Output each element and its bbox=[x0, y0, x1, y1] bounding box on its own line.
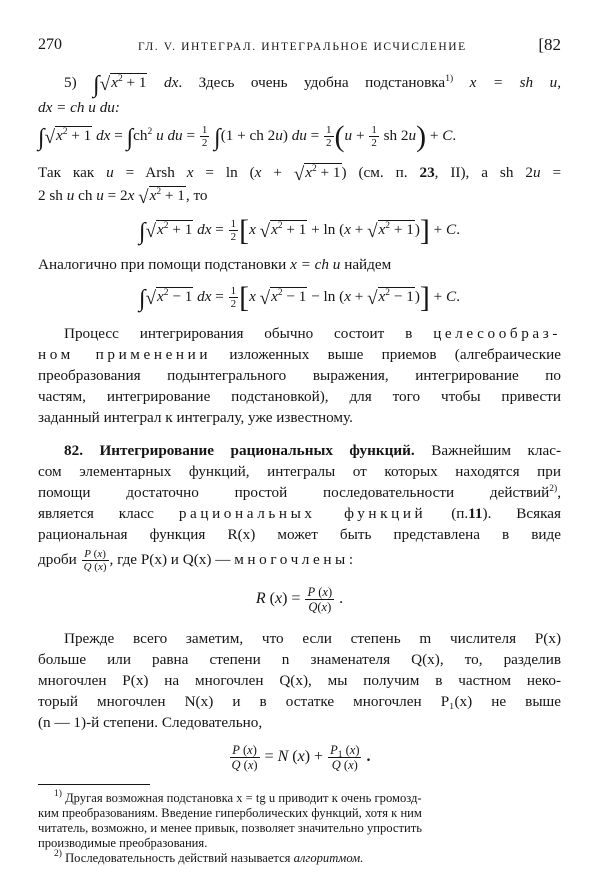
sec82-ref-11: 11 bbox=[468, 505, 483, 522]
process-l2b: изложенных выше приемов (алгебраические bbox=[229, 346, 561, 363]
footnotes bbox=[38, 791, 561, 866]
ref-text: (см. п. bbox=[358, 164, 408, 181]
ch-subst: x = ch u bbox=[290, 256, 341, 273]
process-l2a: ном применении bbox=[38, 346, 212, 363]
para2-l1: Прежде всего заметим, что если степень m числителя P(x) bbox=[64, 630, 561, 647]
item5-subst2: dx = ch u du: bbox=[38, 99, 120, 116]
section-82: 82. Интегрирование рациональных функций. Важнейшим клас- сом элементарных функций, интегралы от которых находятся при помощи достаточно простой последовательности действий$^{2)}$, является класс рациональных функций (п.11). Всякая рациональная функция R(x) может быть представлена в виде дроби $\frac{P (x)}{Q (x)}$ , где P(x) и Q(x) — многочлены: R (x) = $\frac{P (x)}{Q(x)}$ . bbox=[38, 442, 562, 614]
footnote-1-l2: ким преобразованиям. Введение гиперболических функций, хотя к ним bbox=[38, 806, 422, 820]
item5-line2 bbox=[38, 97, 561, 118]
sec82-l3a: помощи достаточно простой последовательности действий bbox=[38, 484, 550, 501]
para2-l5: (n — 1)-й степени. Следовательно, bbox=[38, 714, 263, 731]
formula-rx: R (x) = $\frac{P (x)}{Q(x)}$ . bbox=[255, 585, 344, 614]
text-to: то bbox=[193, 187, 208, 204]
formula-decomposition: $\frac{P (x)}{Q (x)}$ = N (x) + $\frac{P_1 (x)}{Q (x)}$ . bbox=[231, 743, 371, 772]
sec82-rational-functions: рациональных функций bbox=[178, 505, 427, 522]
item5-subst: x = sh u, bbox=[469, 74, 562, 91]
footnote-1-l3: читатель, возможно, и менее привык, позволяет значительно упростить bbox=[38, 821, 422, 835]
process-l4: частям, интегрирование подстановкой), для того чтобы привести bbox=[38, 388, 561, 405]
formula-sh-integral: $\int√x^2 + 1$ dx = $\int ch^2$ u du = $\frac{1}{2}$ ∫(1 + ch 2u) du = $\frac{1}{2}$ (u + $\frac{1}{2}$ sh 2u) + C. bbox=[38, 120, 457, 153]
footnote-2-mark: 2) bbox=[54, 849, 62, 859]
section-82-title: 82. Интегрирование рациональных функций. bbox=[64, 442, 415, 459]
paragraph-process bbox=[38, 323, 561, 428]
sec82-polynomials: многочлены bbox=[234, 550, 349, 568]
book-page bbox=[38, 34, 561, 866]
sec82-l6c: : bbox=[348, 550, 354, 568]
sec82-l4c: ). Всякая bbox=[482, 505, 562, 522]
item-label: 5) bbox=[64, 74, 77, 91]
para2-l3: многочлен P(x) на многочлен Q(x), мы получим в частном неко- bbox=[38, 672, 561, 689]
formula-sh-result: $\int√x^2 + 1$ dx = $\frac{1}{2}$ [x $√x^2 + 1 + \ln (x + √x^2 + 1)] + C$. bbox=[139, 214, 460, 247]
ref-number: 23 bbox=[419, 164, 435, 181]
para2-l2: больше или равна степени n знаменателя Q(x), то, разделив bbox=[38, 651, 561, 668]
page-number: 270 bbox=[38, 36, 62, 53]
text-tak-kak: Так как bbox=[38, 164, 95, 181]
sec82-l4a: является класс bbox=[38, 505, 154, 522]
sec82-l6a: дроби bbox=[38, 550, 77, 568]
text-naydem: найдем bbox=[344, 256, 392, 273]
paragraph-division bbox=[38, 628, 561, 733]
footnote-1-l1: Другая возможная подстановка x = tg u приводит к очень громозд- bbox=[65, 791, 422, 805]
footnote-1-l4: производимые преобразования. bbox=[38, 836, 208, 850]
footnote-ref-2: 2) bbox=[549, 484, 558, 494]
process-l3: преобразования подынтегрального выражения, интегрирование по bbox=[38, 367, 561, 384]
process-l5: заданный интеграл к интегралу, уже известному. bbox=[38, 409, 353, 426]
item5-text: Здесь очень удобна подстановка bbox=[198, 74, 446, 91]
running-header bbox=[38, 34, 561, 58]
para2-l4: торый многочлен N(x) и в остатке многочлен P₁(x) не выше bbox=[38, 693, 561, 710]
sec82-l6b: , где P(x) и Q(x) — bbox=[109, 550, 231, 568]
process-l1b: целесообраз- bbox=[433, 325, 562, 342]
footnote-rule bbox=[38, 784, 150, 785]
para-sh-line1: Так как u = Arsh $x = \ln (x + √x^2 + 1)$ (см. п. 23, II), а sh 2u = bbox=[38, 164, 562, 185]
footnote-2-text: Последовательность действий называется bbox=[65, 851, 291, 865]
sec82-l4b: (п. bbox=[451, 505, 469, 522]
para-ch bbox=[38, 254, 561, 275]
process-l1a: Процесс интегрирования обычно состоит в bbox=[64, 325, 413, 342]
footnote-ref-1: 1) bbox=[445, 74, 454, 84]
section-marker: [82 bbox=[538, 35, 561, 54]
running-title: ГЛ. V. ИНТЕГРАЛ. ИНТЕГРАЛЬНОЕ ИСЧИСЛЕНИЕ bbox=[138, 41, 467, 53]
para-sh-line2: 2 sh u ch u = 2x $√x^2 + 1$, то bbox=[38, 187, 208, 208]
sec82-l2: сом элементарных функций, интегралы от которых находятся при bbox=[38, 463, 561, 480]
sec82-l1: Важнейшим клас- bbox=[431, 442, 562, 459]
text-analog: Аналогично при помощи подстановки bbox=[38, 256, 287, 273]
sec82-l5: рациональная функция R(x) может быть представлена в виде bbox=[38, 526, 561, 543]
footnote-1-mark: 1) bbox=[54, 789, 62, 799]
formula-ch-result: $\int√x^2 - 1$ dx = $\frac{1}{2}$ [x $√x^2 - 1 - \ln (x + √x^2 - 1)] + C$. bbox=[139, 281, 460, 314]
item5-line1: 5) $\int√x^2 + 1$ dx. Здесь очень удобна подстановка$^{1)}$ x = sh u, bbox=[64, 72, 562, 98]
footnote-2-term: алгоритмом. bbox=[293, 851, 364, 865]
ref-end: , II), а bbox=[434, 164, 488, 181]
